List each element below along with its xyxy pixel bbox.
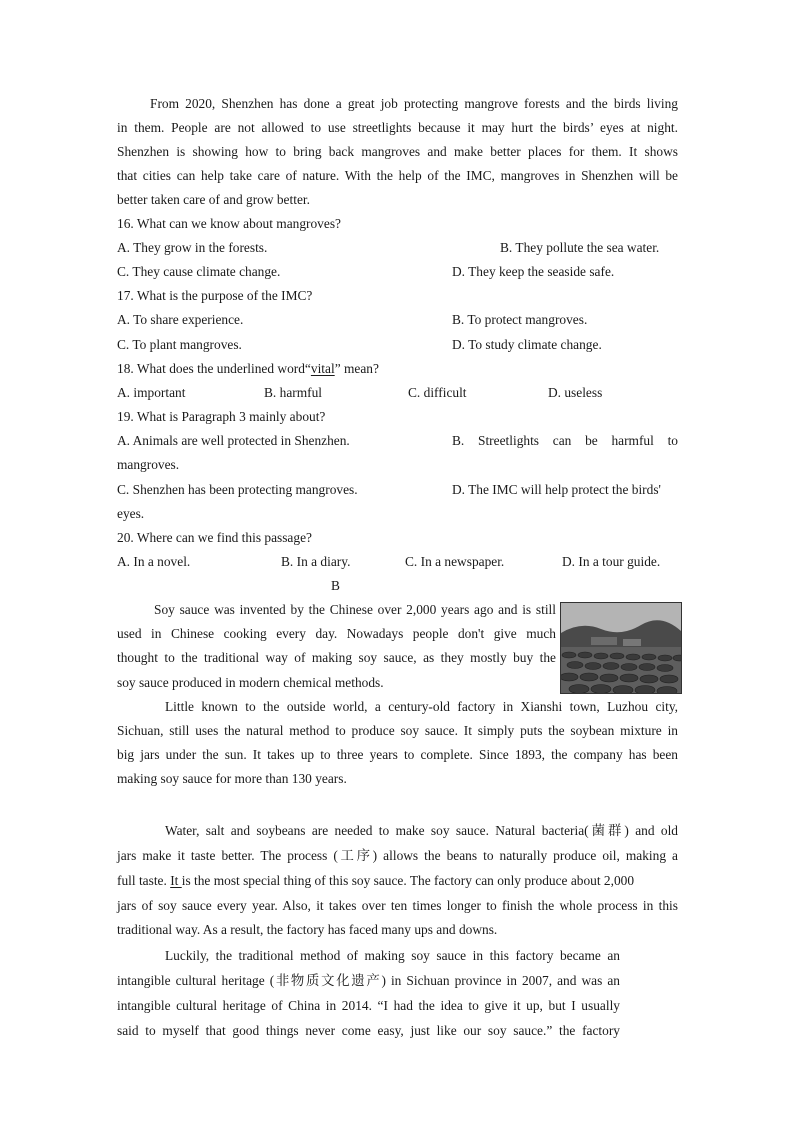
passage-line: From 2020, Shenzhen has done a great job protecting mangrove forests and the birds living bbox=[150, 96, 678, 111]
q20-option-d: D. In a tour guide. bbox=[562, 554, 661, 569]
q19-option-d: D. The IMC will help protect the birds' bbox=[452, 482, 661, 497]
passage-text: full taste. bbox=[117, 873, 171, 888]
q20-option-a: A. In a novel. bbox=[117, 554, 191, 569]
passage-line: Luckily, the traditional method of making soy sauce in this factory became an bbox=[165, 948, 620, 963]
passage-line: Little known to the outside world, a century-old factory in Xianshi town, Luzhou city, bbox=[165, 699, 678, 714]
q17-option-a: A. To share experience. bbox=[117, 312, 244, 327]
passage-line bbox=[117, 873, 678, 889]
passage-line: used in Chinese cooking every day. Nowadays people don't give much bbox=[117, 626, 556, 641]
question-16-stem: 16. What can we know about mangroves? bbox=[117, 216, 341, 231]
underlined-word: vital bbox=[310, 361, 335, 376]
q18-option-a: A. important bbox=[117, 385, 186, 400]
passage-line: Shenzhen is showing how to bring back mangroves and make better places for them. It shows bbox=[117, 144, 678, 159]
passage-line: intangible cultural heritage (非物质文化遗产) in Sichuan province in 2007, and was an bbox=[117, 973, 620, 988]
q16-option-a: A. They grow in the forests. bbox=[117, 240, 268, 255]
passage-line: better taken care of and grow better. bbox=[117, 192, 310, 207]
passage-line: soy sauce produced in modern chemical methods. bbox=[117, 675, 384, 690]
q16-option-b: B. They pollute the sea water. bbox=[500, 240, 660, 255]
q17-option-d: D. To study climate change. bbox=[452, 337, 602, 352]
question-17-stem: 17. What is the purpose of the IMC? bbox=[117, 288, 313, 303]
passage-line: jars of soy sauce every year. Also, it takes over ten times longer to finish the whole process in this bbox=[117, 898, 678, 913]
question-19-stem: 19. What is Paragraph 3 mainly about? bbox=[117, 409, 326, 424]
q19-option-a: A. Animals are well protected in Shenzhen. bbox=[117, 433, 350, 448]
passage-line: intangible cultural heritage of China in 2014. “I had the idea to give it up, but I usually bbox=[117, 998, 620, 1013]
q17-option-c: C. To plant mangroves. bbox=[117, 337, 242, 352]
q17-option-b: B. To protect mangroves. bbox=[452, 312, 588, 327]
passage-line: Soy sauce was invented by the Chinese over 2,000 years ago and is still bbox=[154, 602, 556, 617]
passage-line: said to myself that good things never come easy, just like our soy sauce.” the factory bbox=[117, 1023, 620, 1038]
question-18-stem bbox=[117, 361, 678, 377]
passage-line: Sichuan, still uses the natural method to produce soy sauce. It simply puts the soybean mixture in bbox=[117, 723, 678, 738]
q16-option-d: D. They keep the seaside safe. bbox=[452, 264, 615, 279]
q20-option-b: B. In a diary. bbox=[281, 554, 351, 569]
question-20-stem: 20. Where can we find this passage? bbox=[117, 530, 312, 545]
passage-line: that cities can help take care of nature. With the help of the IMC, mangroves in Shenzhen will be bbox=[117, 168, 678, 183]
q20-option-c: C. In a newspaper. bbox=[405, 554, 505, 569]
q18-stem-text: 18. What does the underlined word“ bbox=[117, 361, 311, 376]
passage-line: traditional way. As a result, the factory has faced many ups and downs. bbox=[117, 922, 498, 937]
passage-line: thought to the traditional way of making soy sauce, as they mostly buy the bbox=[117, 650, 556, 665]
underlined-word: It bbox=[170, 873, 182, 888]
passage-line: making soy sauce for more than 130 years. bbox=[117, 771, 347, 786]
q16-option-c: C. They cause climate change. bbox=[117, 264, 281, 279]
section-heading: B bbox=[331, 578, 340, 593]
q18-option-d: D. useless bbox=[548, 385, 603, 400]
q18-stem-text: ” mean? bbox=[334, 361, 379, 376]
passage-line: Water, salt and soybeans are needed to make soy sauce. Natural bacteria(菌群) and old bbox=[165, 823, 678, 838]
passage-line: big jars under the sun. It takes up to three years to complete. Since 1893, the company has been bbox=[117, 747, 678, 762]
passage-line: in them. People are not allowed to use streetlights because it may hurt the birds’ eyes at night. bbox=[117, 120, 678, 135]
q19-option-c: C. Shenzhen has been protecting mangroves. bbox=[117, 482, 358, 497]
q19-option-d-cont: eyes. bbox=[117, 506, 145, 521]
q18-option-c: C. difficult bbox=[408, 385, 467, 400]
q19-option-b: B. Streetlights can be harmful to bbox=[452, 433, 678, 448]
q18-option-b: B. harmful bbox=[264, 385, 323, 400]
passage-line: jars make it taste better. The process (工序) allows the beans to naturally produce oil, making a bbox=[117, 848, 678, 863]
q19-option-b-cont: mangroves. bbox=[117, 457, 180, 472]
passage-text: is the most special thing of this soy sauce. The factory can only produce about 2,000 bbox=[181, 873, 635, 888]
